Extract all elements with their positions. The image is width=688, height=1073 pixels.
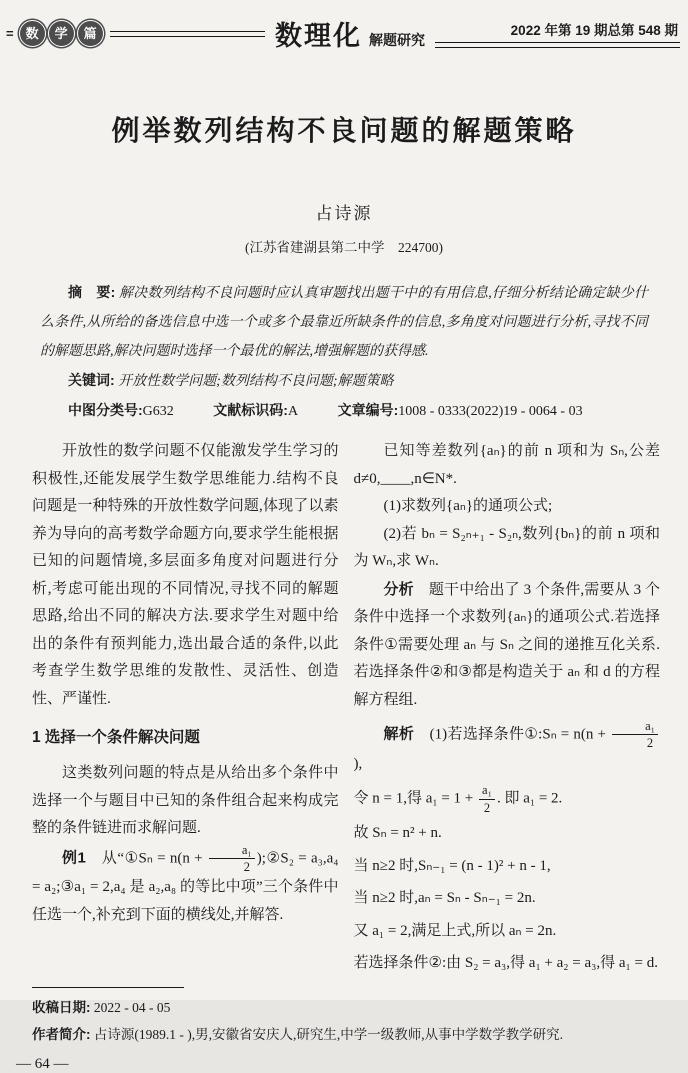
author-name: 占诗源 — [315, 204, 373, 223]
received-date-line — [32, 994, 656, 1021]
footnote-block — [32, 987, 656, 1048]
abstract-paragraph — [40, 278, 648, 366]
math-fraction: $\frac{\text{a₁}}{2}$ — [612, 719, 658, 751]
math-line: 当 n≥2 时,Sₙ₋₁ = (n - 1)² + n - 1, — [353, 857, 551, 874]
abstract-text: 解决数列结构不良问题时应认真审题找出题干中的有用信息,仔细分析结论确定缺少什么条件,从所给的备选信息中选一个或多个最靠近所缺条件的信息,多角度对问题进行分析,寻找不同的解题思路,解决问题时选择一个最优的解法,增强解题的获得感. — [40, 286, 648, 359]
math-line: 故 Sₙ = n² + n. — [353, 825, 442, 841]
left-column — [32, 438, 339, 983]
issue-info-block — [435, 19, 680, 48]
math-line: 当 n≥2 时,aₙ = Sₙ - Sₙ₋₁ = 2n. — [353, 890, 536, 906]
clc-pair — [68, 404, 174, 419]
paragraph: 分析 题干中给出了 3 个条件,需要从 3 个条件中选择一个求数列{aₙ}的通项公式.若选择条件①需要处理 aₙ 与 Sₙ 之间的递推互化关系.若选择条件②和③都是构造关于 aₙ 和 d 的方程解方程组. — [353, 580, 660, 708]
inline-bold-label: 解析 — [383, 725, 415, 743]
issue-info: 2022 年第 19 期总第 548 期 — [510, 23, 678, 38]
right-column — [354, 438, 661, 983]
author-bio-label: 作者简介: — [32, 1026, 91, 1042]
paragraph: 开放性的数学问题不仅能激发学生学习的积极性,还能发展学生数学思维能力.结构不良问题是一种特殊的开放性数学问题,体现了以素养为导向的高考数学命题方向,要求学生能根据已知的问题情境,多层面多角度对问题进行分析,考虑可能出现的不同情况,寻找不同的解题思路,给出不同的解决方法.要求学生对题中给出的条件有预判能力,选出最合适的条件,以此考查学生数学思维的发散性、灵活性、创造性、严谨性. — [32, 443, 339, 707]
paragraph: 例1 从“①Sₙ = n(n + $\frac{\text{a₁}}{2}$ );②S₂ = a₃,a₄ = a₂;③a₁ = 2,a₄ 是 a₂,a₈ 的等比中项”三个条件中任选一个,补充到下面的横线处,并解答. — [32, 842, 339, 923]
journal-subtitle: 解题研究 — [369, 32, 425, 48]
keywords-label: 关键词: — [68, 372, 115, 388]
header-double-rule-left — [110, 31, 265, 37]
math-fraction: $\frac{\text{a₁}}{2}$ — [209, 843, 255, 875]
paragraph: (2)若 bₙ = S₂ₙ₊₁ - S₂ₙ,数列{bₙ}的前 n 项和为 Wₙ,求 Wₙ. — [353, 525, 660, 569]
received-date-label: 收稿日期: — [32, 999, 91, 1015]
clc-value: G632 — [142, 404, 174, 419]
logo-circle-char-2: 学 — [48, 20, 75, 47]
doc-code-pair — [213, 404, 298, 419]
article-id-label: 文章编号: — [337, 402, 399, 418]
article-body — [32, 438, 660, 983]
section-heading: 1 选择一个条件解决问题 — [32, 729, 200, 746]
math-line: 又 a₁ = 2,满足上式,所以 aₙ = 2n. — [353, 922, 557, 939]
paragraph: 已知等差数列{aₙ}的前 n 项和为 Sₙ,公差 d≠0,____,n∈N*. — [353, 443, 660, 487]
math-line: 令 n = 1,得 a₁ = 1 + $\frac{\text{a₁}}{2}$ . 即 a₁ = 2. — [353, 783, 563, 815]
inline-bold-label: 例1 — [62, 848, 86, 866]
math-line: 若选择条件②:由 S₂ = a₃,得 a₁ + a₂ = a₃,得 a₁ = d. — [353, 955, 658, 971]
math-fraction: $\frac{\text{a₁}}{2}$ — [479, 783, 495, 815]
logo-equals-mark: = — [6, 26, 14, 41]
abstract-label: 摘 要: — [68, 284, 116, 300]
author-bio-value: 占诗源(1989.1 - ),男,安徽省安庆人,研究生,中学一级教师,从事中学数学教学研究. — [93, 1026, 563, 1042]
page-number: — 64 — — [16, 1055, 69, 1072]
keywords-text: 开放性数学问题;数列结构不良问题;解题策略 — [118, 374, 394, 389]
author-affiliation: (江苏省建湖县第二中学 224700) — [245, 240, 443, 255]
logo-circle-char-1: 数 — [19, 20, 46, 47]
inline-bold-label: 分析 — [383, 580, 414, 598]
section-logo — [6, 20, 104, 47]
doc-code-label: 文献标识码: — [213, 402, 288, 418]
author-bio-line — [32, 1021, 656, 1048]
received-date-value: 2022 - 04 - 05 — [93, 999, 171, 1015]
doc-code-value: A — [287, 404, 299, 419]
front-matter — [40, 278, 648, 426]
journal-masthead — [275, 14, 425, 53]
paragraph: 这类数列问题的特点是从给出多个条件中选择一个与题目中已知的条件组合起来构成完整的条件链进而求解问题. — [32, 765, 339, 836]
logo-circle-char-3: 篇 — [77, 20, 104, 47]
header-double-rule-right — [435, 42, 680, 48]
footnote-separator — [32, 987, 184, 988]
page-header — [0, 0, 688, 53]
article-title: 例举数列结构不良问题的解题策略 — [111, 115, 577, 146]
keywords-line — [40, 366, 648, 396]
journal-title: 数理化 — [275, 21, 362, 51]
article-id-pair — [338, 404, 583, 419]
math-line: 解析 (1)若选择条件①:Sₙ = n(n + $\frac{\text{a₁}}{2}$ ), — [354, 719, 661, 778]
article-id-value: 1008 - 0333(2022)19 - 0064 - 03 — [398, 404, 583, 419]
classification-line — [40, 396, 648, 426]
paragraph: (1)求数列{aₙ}的通项公式; — [383, 498, 553, 514]
clc-label: 中图分类号: — [68, 402, 143, 418]
